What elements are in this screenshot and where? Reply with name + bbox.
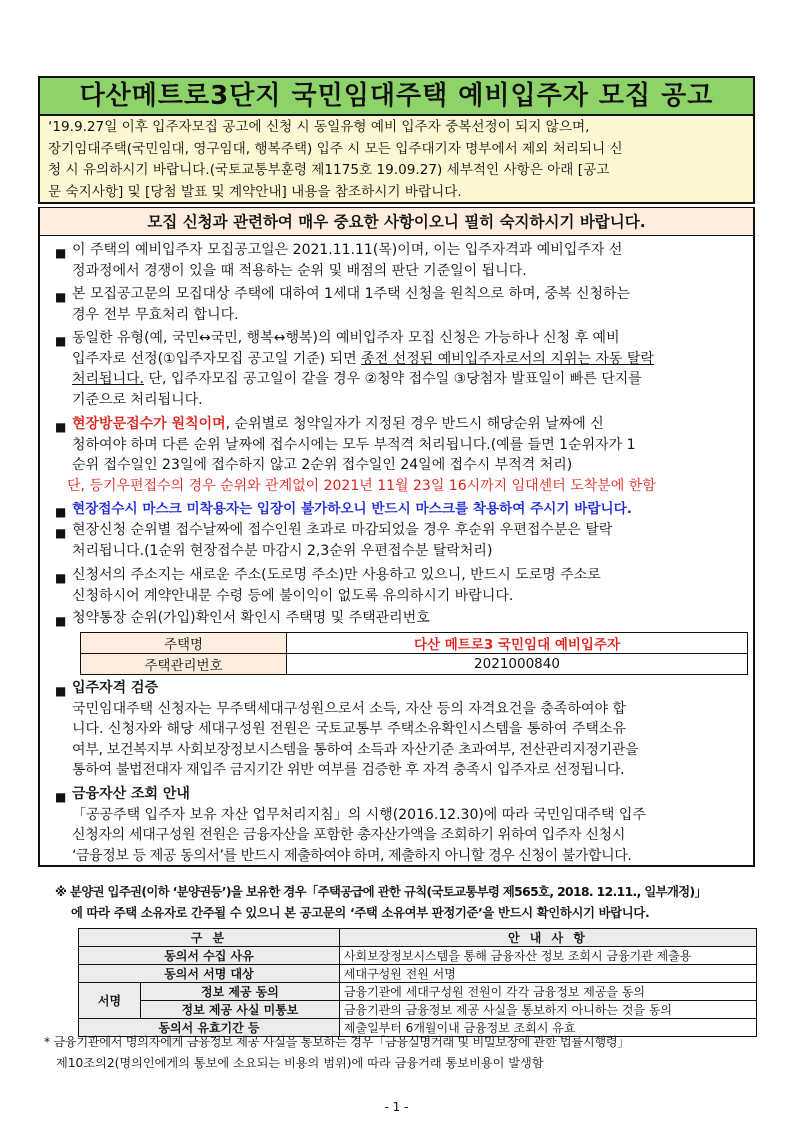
row-value: 사회보장정보시스템을 통해 금융자산 정보 조회시 금융기관 제출용 [339, 947, 756, 965]
item-text: 이 주택의 예비입주자 모집공고일은 2021.11.11(목)이며, 이는 입주자격과 예비입주자 선 [72, 242, 623, 258]
column-header: 안 내 사 항 [339, 929, 756, 947]
intro-line: 청 시 유의하시기 바랍니다.(국토교통부훈령 제1175호 19.09.27) 세부적인 사항은 아래 [공고 [48, 162, 610, 178]
row-value: 금융기관에 세대구성원 전원이 각각 금융정보 제공을 동의 [339, 983, 756, 1001]
square-bullet-icon: ■ [55, 290, 67, 304]
row-value: 세대구성원 전원 서명 [339, 965, 756, 983]
table-header-row [79, 929, 757, 947]
house-name-label: 주택명 [81, 633, 287, 654]
item-text-part: 단, 입주자모집 공고일이 같을 경우 ②청약 접수일 ③당첨자 발표일이 빠른 단지를 [144, 371, 642, 387]
important-section-header: 모집 신청과 관련하여 매우 중요한 사항이오니 필히 숙지하시기 바랍니다. [40, 208, 753, 236]
notice-item-mask [55, 499, 755, 520]
footnote-line: * 금융기관에서 명의자에게 금융정보 제공 사실을 통보하는 경우「금융실명거래 및 비밀보장에 관한 법률시행령」 [44, 1035, 630, 1049]
row-label: 동의서 유효기간 등 [79, 1019, 340, 1037]
item-text: 신청하시어 계약안내문 수령 등에 불이익이 없도록 유의하시기 바랍니다. [72, 587, 514, 604]
notice-item-eligibility [55, 678, 755, 781]
item-text: 경우 전부 무효처리 합니다. [72, 306, 239, 323]
table-row [79, 965, 757, 983]
financial-title: 금융자산 조회 안내 [72, 786, 190, 802]
row-label: 동의서 서명 대상 [79, 965, 340, 983]
table-row [81, 633, 748, 654]
item-text: 현장신청 순위별 접수날짜에 접수인원 초과로 마감되었을 경우 후순위 우편접수분은 탈락 [72, 522, 613, 538]
item-text: 순위 접수일인 23일에 접수하지 않고 2순위 접수일인 24일에 접수시 부적격 처리) [72, 457, 573, 473]
item-text [72, 349, 755, 370]
item-text: 정과정에서 경쟁이 있을 때 적용하는 순위 및 배점의 판단 기준일이 됩니다. [72, 262, 527, 279]
row-label: 정보 제공 동의 [141, 983, 340, 1001]
row-value: 제출일부터 6개월이내 금융정보 조회시 유효 [339, 1019, 756, 1037]
square-bullet-icon: ■ [55, 334, 67, 348]
intro-line: ‘19.9.27일 이후 입주자모집 공고에 신청 시 동일유형 예비 입주자 중복선정이 되지 않으며, [48, 119, 590, 135]
consent-table [78, 928, 757, 1037]
notice-item-onsite [55, 414, 755, 496]
underlined-text: 처리됩니다. [72, 371, 145, 387]
notice-item-address [55, 565, 755, 606]
item-text: 신청서의 주소지는 새로운 주소(도로명 주소)만 사용하고 있으니, 반드시 도로명 주소로 [72, 567, 601, 583]
item-text: 동일한 유형(예, 국민↔국민, 행복↔행복)의 예비입주자 모집 신청은 가능하나 신청 후 예비 [72, 330, 620, 346]
house-number-label: 주택관리번호 [81, 654, 287, 675]
intro-line: 장기임대주택(국민임대, 영구임대, 행복주택) 입주 시 모든 입주대기자 명부에서 제외 처리되니 신 [48, 140, 623, 157]
square-bullet-icon: ■ [55, 790, 67, 804]
footnote [44, 1032, 756, 1074]
item-text: 「공공주택 입주자 보유 자산 업무처리지침」의 시행(2016.12.30)에 따라 국민임대주택 입주 [72, 806, 646, 823]
notice-line: ※ 분양권 입주권(이하 ‘분양권등’)을 보유한 경우「주택공급에 관한 규칙(국토교통부령 제565호, 2018. 12.11., 일부개정)」 [55, 885, 707, 899]
item-text: 니다. 신청자와 해당 세대구성원 전원은 국토교통부 주택소유확인시스템을 통하여 주택소유 [72, 721, 626, 737]
registered-mail-note: 단, 등기우편접수의 경우 순위와 관계없이 2021년 11월 23일 16시까지 임대센터 도착분에 한함 [67, 477, 656, 494]
footnote-line: 제10조의2(명의인에게의 통보에 소요되는 비용의 범위)에 따라 금융거래 통보비용이 발생함 [56, 1056, 544, 1070]
notice-item-overflow [55, 520, 755, 561]
square-bullet-icon: ■ [55, 571, 67, 585]
item-text: 여부, 보건복지부 사회보장정보시스템을 통하여 소득과 자산기준 초과여부, 전산관리지정기관을 [72, 741, 639, 758]
row-label: 동의서 수집 사유 [79, 947, 340, 965]
item-text [72, 369, 755, 390]
house-name-value: 다산 메트로3 국민임대 예비입주자 [287, 633, 748, 654]
mask-warning-text: 현장접수시 마스크 미착용자는 입장이 불가하오니 반드시 마스크를 착용하여 주시기 바랍니다. [72, 501, 632, 517]
underlined-text: 종전 선정된 예비입주자로서의 지위는 자동 탈락 [361, 350, 654, 367]
intro-notice [38, 116, 755, 204]
square-bullet-icon: ■ [55, 505, 67, 519]
item-text: 통하여 불법전대자 재입주 금지기간 위반 여부를 검증한 후 자격 충족시 입주자로 선정됩니다. [72, 762, 625, 778]
notice-item-announcement-date [55, 240, 755, 281]
row-value: 금융기관의 금융정보 제공 사실을 통보하지 아니하는 것을 동의 [339, 1001, 756, 1019]
table-row [79, 947, 757, 965]
item-text: ‘금융정보 등 제공 동의서’를 반드시 제출하여야 하며, 제출하지 아니할 경우 신청이 불가합니다. [72, 847, 632, 864]
item-text: 신청자의 세대구성원 전원은 금융자산을 포함한 총자산가액을 조회하기 위하여 입주자 신청시 [72, 827, 626, 843]
intro-line: 문 숙지사항] 및 [당첨 발표 및 계약안내] 내용을 참조하시기 바랍니다. [48, 183, 462, 200]
item-text: 처리됩니다.(1순위 현장접수분 마감시 2,3순위 우편접수분 탈락처리) [72, 542, 493, 559]
square-bullet-icon: ■ [55, 246, 67, 260]
highlight-red-text: 현장방문접수가 원칙이며 [72, 416, 226, 432]
notice-item-one-house [55, 284, 755, 325]
table-row [79, 1001, 757, 1019]
house-number-value: 2021000840 [287, 654, 748, 675]
square-bullet-icon: ■ [55, 684, 67, 698]
notice-line: 에 따라 주택 소유자로 간주될 수 있으니 본 공고문의 ‘주택 소유여부 판정기준’을 반드시 확인하시기 바랍니다. [71, 906, 650, 920]
item-text: 기준으로 처리됩니다. [72, 391, 203, 408]
item-text-part: , 순위별로 청약일자가 지정된 경우 반드시 해당순위 날짜에 신 [225, 416, 604, 432]
page-title: 다산메트로3단지 국민임대주택 예비입주자 모집 공고 [38, 76, 755, 116]
square-bullet-icon: ■ [55, 526, 67, 540]
house-info-table [80, 632, 748, 675]
item-text [72, 414, 755, 435]
item-text: 본 모집공고문의 모집대상 주택에 대하여 1세대 1주택 신청을 원칙으로 하며, 중복 신청하는 [72, 286, 631, 302]
square-bullet-icon: ■ [55, 614, 67, 628]
notice-item-financial [55, 784, 755, 866]
column-header: 구 분 [79, 929, 340, 947]
item-text: 국민임대주택 신청자는 무주택세대구성원으로서 소득, 자산 등의 자격요건을 충족하여야 합 [72, 700, 626, 717]
eligibility-title: 입주자격 검증 [72, 680, 159, 696]
table-row [81, 654, 748, 675]
page-number: - 1 - [384, 1100, 409, 1114]
square-bullet-icon: ■ [55, 420, 67, 434]
item-text: 청약통장 순위(가입)확인서 확인시 주택명 및 주택관리번호 [72, 610, 430, 626]
table-row [79, 983, 757, 1001]
presale-notice [55, 882, 755, 924]
notice-item-duplicate [55, 328, 755, 410]
item-text: 청하여야 하며 다른 순위 날짜에 접수시에는 모두 부적격 처리됩니다.(예를 들면 1순위자가 1 [72, 436, 636, 453]
group-label: 서명 [79, 983, 141, 1019]
notice-item-account-check [55, 608, 755, 629]
row-label: 정보 제공 사실 미통보 [141, 1001, 340, 1019]
item-text-part: 입주자로 선정(①입주자모집 공고일 기준) 되면 [72, 350, 362, 367]
